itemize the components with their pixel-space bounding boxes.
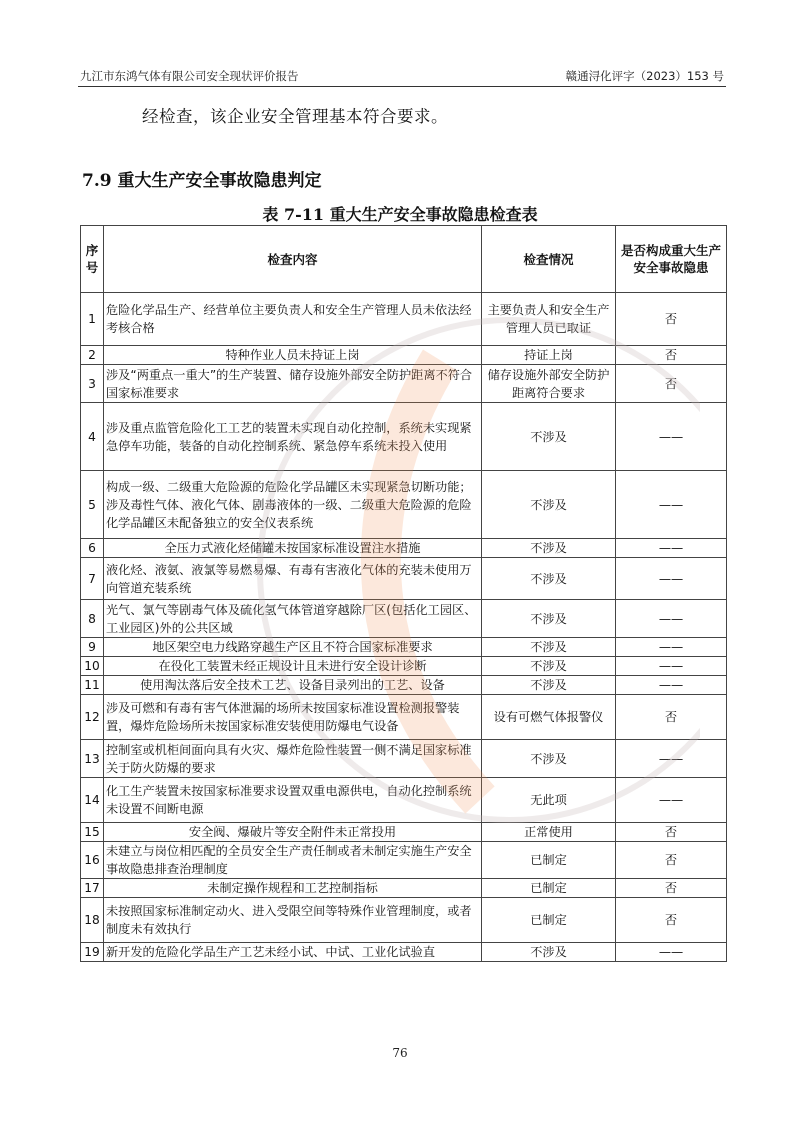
row-result-cell: —— <box>616 778 727 823</box>
row-status-cell: 已制定 <box>482 898 616 943</box>
table-row <box>81 943 727 962</box>
table-row <box>81 657 727 676</box>
table-row <box>81 879 727 898</box>
table-row <box>81 293 727 346</box>
row-number-cell: 16 <box>81 842 104 879</box>
row-content-cell: 液化烃、液氨、液氯等易燃易爆、有毒有害液化气体的充装未使用万向管道充装系统 <box>104 558 482 600</box>
row-status-cell: 储存设施外部安全防护距离符合要求 <box>482 365 616 403</box>
row-content-cell: 全压力式液化烃储罐未按国家标准设置注水措施 <box>104 539 482 558</box>
column-header-content: 检查内容 <box>104 226 482 293</box>
table-row <box>81 558 727 600</box>
row-content-cell: 化工生产装置未按国家标准要求设置双重电源供电，自动化控制系统未设置不间断电源 <box>104 778 482 823</box>
table-row <box>81 695 727 740</box>
table-header-row <box>81 226 727 293</box>
intro-paragraph: 经检查，该企业安全管理基本符合要求。 <box>142 107 448 126</box>
table-row <box>81 898 727 943</box>
row-content-cell: 未按照国家标准制定动火、进入受限空间等特殊作业管理制度，或者制度未有效执行 <box>104 898 482 943</box>
row-number-cell: 17 <box>81 879 104 898</box>
row-result-cell: —— <box>616 403 727 471</box>
table-row <box>81 403 727 471</box>
row-content-cell: 在役化工装置未经正规设计且未进行安全设计诊断 <box>104 657 482 676</box>
row-number-cell: 1 <box>81 293 104 346</box>
row-number-cell: 15 <box>81 823 104 842</box>
row-result-cell: —— <box>616 740 727 778</box>
row-number-cell: 12 <box>81 695 104 740</box>
row-result-cell: —— <box>616 471 727 539</box>
row-number-cell: 7 <box>81 558 104 600</box>
row-number-cell: 6 <box>81 539 104 558</box>
row-number-cell: 9 <box>81 638 104 657</box>
table-row <box>81 676 727 695</box>
row-status-cell: 不涉及 <box>482 600 616 638</box>
row-result-cell: 否 <box>616 842 727 879</box>
row-status-cell: 不涉及 <box>482 638 616 657</box>
table-row <box>81 823 727 842</box>
row-content-cell: 新开发的危险化学品生产工艺未经小试、中试、工业化试验直 <box>104 943 482 962</box>
row-status-cell: 不涉及 <box>482 471 616 539</box>
row-number-cell: 3 <box>81 365 104 403</box>
row-content-cell: 光气、氯气等剧毒气体及硫化氢气体管道穿越除厂区(包括化工园区、工业园区)外的公共区域 <box>104 600 482 638</box>
row-number-cell: 11 <box>81 676 104 695</box>
row-status-cell: 不涉及 <box>482 676 616 695</box>
row-number-cell: 5 <box>81 471 104 539</box>
row-number-cell: 13 <box>81 740 104 778</box>
row-status-cell: 持证上岗 <box>482 346 616 365</box>
row-result-cell: —— <box>616 657 727 676</box>
row-content-cell: 危险化学品生产、经营单位主要负责人和安全生产管理人员未依法经考核合格 <box>104 293 482 346</box>
row-number-cell: 14 <box>81 778 104 823</box>
row-result-cell: —— <box>616 539 727 558</box>
row-status-cell: 已制定 <box>482 842 616 879</box>
row-number-cell: 4 <box>81 403 104 471</box>
row-content-cell: 控制室或机柜间面向具有火灾、爆炸危险性装置一侧不满足国家标准关于防火防爆的要求 <box>104 740 482 778</box>
table-row <box>81 365 727 403</box>
section-heading: 7.9 重大生产安全事故隐患判定 <box>82 171 322 191</box>
row-result-cell: 否 <box>616 695 727 740</box>
row-result-cell: —— <box>616 676 727 695</box>
row-result-cell: 否 <box>616 346 727 365</box>
row-content-cell: 涉及重点监管危险化工工艺的装置未实现自动化控制，系统未实现紧急停车功能，装备的自动化控制系统、紧急停车系统未投入使用 <box>104 403 482 471</box>
row-status-cell: 正常使用 <box>482 823 616 842</box>
row-status-cell: 无此项 <box>482 778 616 823</box>
page-number: 76 <box>392 1046 408 1060</box>
header-company-title: 九江市东鸿气体有限公司安全现状评价报告 <box>80 69 299 83</box>
row-result-cell: —— <box>616 558 727 600</box>
row-status-cell: 不涉及 <box>482 403 616 471</box>
row-status-cell: 主要负责人和安全生产管理人员已取证 <box>482 293 616 346</box>
column-header-result: 是否构成重大生产安全事故隐患 <box>616 226 727 293</box>
row-number-cell: 2 <box>81 346 104 365</box>
table-row <box>81 842 727 879</box>
row-status-cell: 不涉及 <box>482 558 616 600</box>
row-result-cell: 否 <box>616 898 727 943</box>
table-caption: 表 7-11 重大生产安全事故隐患检查表 <box>262 205 538 224</box>
row-content-cell: 涉及“两重点一重大”的生产装置、储存设施外部安全防护距离不符合国家标准要求 <box>104 365 482 403</box>
row-status-cell: 已制定 <box>482 879 616 898</box>
row-content-cell: 未建立与岗位相匹配的全员安全生产责任制或者未制定实施生产安全事故隐患排查治理制度 <box>104 842 482 879</box>
table-row <box>81 740 727 778</box>
table-row <box>81 346 727 365</box>
row-result-cell: —— <box>616 943 727 962</box>
table-row <box>81 638 727 657</box>
row-status-cell: 不涉及 <box>482 740 616 778</box>
row-number-cell: 18 <box>81 898 104 943</box>
table-row <box>81 600 727 638</box>
page-header <box>78 68 726 87</box>
row-result-cell: 否 <box>616 879 727 898</box>
table-row <box>81 471 727 539</box>
header-document-number: 赣通浔化评字（2023）153 号 <box>565 69 724 83</box>
row-status-cell: 不涉及 <box>482 943 616 962</box>
row-content-cell: 涉及可燃和有毒有害气体泄漏的场所未按国家标准设置检测报警装置，爆炸危险场所未按国家标准安装使用防爆电气设备 <box>104 695 482 740</box>
row-content-cell: 特种作业人员未持证上岗 <box>104 346 482 365</box>
row-content-cell: 地区架空电力线路穿越生产区且不符合国家标准要求 <box>104 638 482 657</box>
row-content-cell: 未制定操作规程和工艺控制指标 <box>104 879 482 898</box>
row-result-cell: —— <box>616 638 727 657</box>
table-row <box>81 539 727 558</box>
row-result-cell: 否 <box>616 365 727 403</box>
row-number-cell: 10 <box>81 657 104 676</box>
hazard-check-table <box>80 225 727 962</box>
row-result-cell: 否 <box>616 823 727 842</box>
row-status-cell: 不涉及 <box>482 539 616 558</box>
column-header-status: 检查情况 <box>482 226 616 293</box>
row-status-cell: 不涉及 <box>482 657 616 676</box>
row-content-cell: 安全阀、爆破片等安全附件未正常投用 <box>104 823 482 842</box>
row-content-cell: 构成一级、二级重大危险源的危险化学品罐区未实现紧急切断功能；涉及毒性气体、液化气体、剧毒液体的一级、二级重大危险源的危险化学品罐区未配备独立的安全仪表系统 <box>104 471 482 539</box>
row-content-cell: 使用淘汰落后安全技术工艺、设备目录列出的工艺、设备 <box>104 676 482 695</box>
column-header-number: 序号 <box>81 226 104 293</box>
row-result-cell: —— <box>616 600 727 638</box>
row-status-cell: 设有可燃气体报警仪 <box>482 695 616 740</box>
row-result-cell: 否 <box>616 293 727 346</box>
row-number-cell: 19 <box>81 943 104 962</box>
row-number-cell: 8 <box>81 600 104 638</box>
table-row <box>81 778 727 823</box>
